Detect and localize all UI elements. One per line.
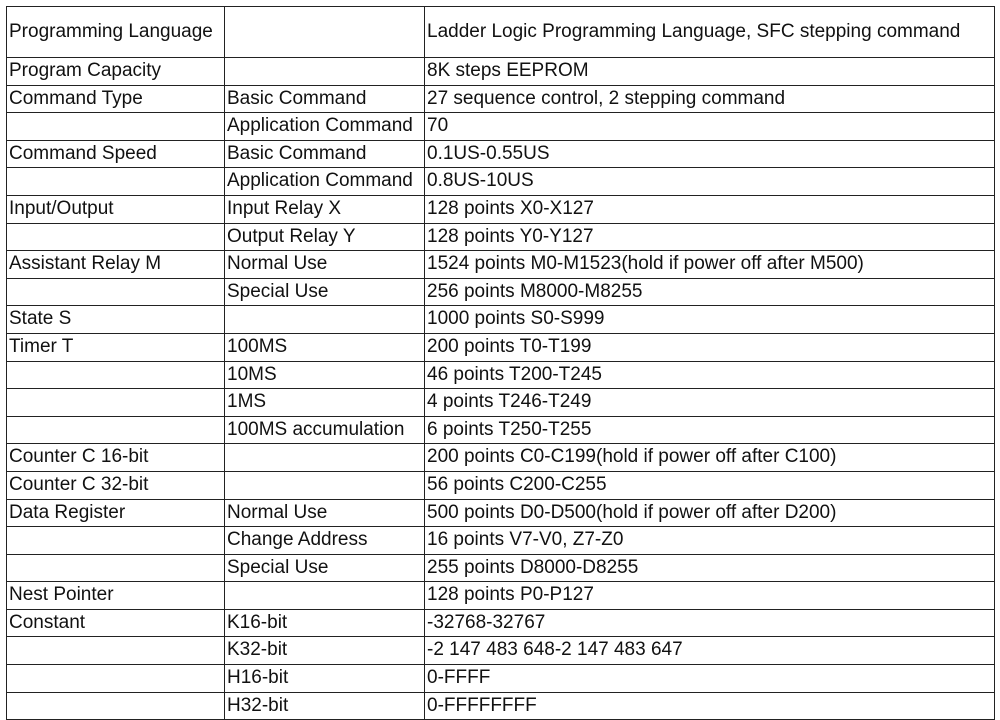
row-sub-cell: 10MS bbox=[225, 361, 425, 389]
row-value-cell: 4 points T246-T249 bbox=[425, 389, 995, 417]
row-sub-cell: 100MS bbox=[225, 333, 425, 361]
row-label-cell: State S bbox=[7, 306, 225, 334]
table-row bbox=[7, 195, 995, 223]
row-value-cell: 8K steps EEPROM bbox=[425, 58, 995, 86]
row-sub-cell: Output Relay Y bbox=[225, 223, 425, 251]
table-row bbox=[7, 306, 995, 334]
row-sub-cell: Special Use bbox=[225, 278, 425, 306]
table-row bbox=[7, 58, 995, 86]
table-row bbox=[7, 223, 995, 251]
row-value-cell: 16 points V7-V0, Z7-Z0 bbox=[425, 527, 995, 555]
header-value-cell: Ladder Logic Programming Language, SFC stepping command bbox=[425, 7, 995, 58]
row-label-cell bbox=[7, 637, 225, 665]
row-label-cell bbox=[7, 113, 225, 141]
row-label-cell bbox=[7, 278, 225, 306]
table-row bbox=[7, 692, 995, 720]
table-row bbox=[7, 85, 995, 113]
row-label-cell bbox=[7, 527, 225, 555]
row-value-cell: 500 points D0-D500(hold if power off after D200) bbox=[425, 499, 995, 527]
row-sub-cell: Basic Command bbox=[225, 140, 425, 168]
row-sub-cell: H32-bit bbox=[225, 692, 425, 720]
table-row bbox=[7, 554, 995, 582]
row-label-cell bbox=[7, 389, 225, 417]
row-label-cell: Timer T bbox=[7, 333, 225, 361]
table-row bbox=[7, 113, 995, 141]
row-value-cell: 1524 points M0-M1523(hold if power off after M500) bbox=[425, 251, 995, 279]
row-value-cell: 200 points C0-C199(hold if power off after C100) bbox=[425, 444, 995, 472]
row-label-cell bbox=[7, 692, 225, 720]
row-label-cell: Command Type bbox=[7, 85, 225, 113]
row-label-cell bbox=[7, 361, 225, 389]
row-label-cell: Nest Pointer bbox=[7, 582, 225, 610]
row-value-cell: 0.8US-10US bbox=[425, 168, 995, 196]
row-label-cell: Constant bbox=[7, 609, 225, 637]
row-sub-cell bbox=[225, 444, 425, 472]
row-label-cell: Input/Output bbox=[7, 195, 225, 223]
row-label-cell: Counter C 16-bit bbox=[7, 444, 225, 472]
row-value-cell: 1000 points S0-S999 bbox=[425, 306, 995, 334]
row-value-cell: -32768-32767 bbox=[425, 609, 995, 637]
row-label-cell bbox=[7, 665, 225, 693]
row-value-cell: 128 points P0-P127 bbox=[425, 582, 995, 610]
table-row bbox=[7, 471, 995, 499]
table-header-row bbox=[7, 7, 995, 58]
row-value-cell: 46 points T200-T245 bbox=[425, 361, 995, 389]
row-label-cell: Counter C 32-bit bbox=[7, 471, 225, 499]
spec-table-body bbox=[7, 7, 995, 720]
table-row bbox=[7, 499, 995, 527]
table-row bbox=[7, 361, 995, 389]
row-value-cell: 255 points D8000-D8255 bbox=[425, 554, 995, 582]
row-sub-cell: Change Address bbox=[225, 527, 425, 555]
row-sub-cell: K16-bit bbox=[225, 609, 425, 637]
row-sub-cell: 100MS accumulation bbox=[225, 416, 425, 444]
row-sub-cell bbox=[225, 582, 425, 610]
row-sub-cell: Basic Command bbox=[225, 85, 425, 113]
row-label-cell: Command Speed bbox=[7, 140, 225, 168]
row-label-cell bbox=[7, 168, 225, 196]
row-value-cell: 128 points Y0-Y127 bbox=[425, 223, 995, 251]
row-sub-cell: Application Command bbox=[225, 113, 425, 141]
row-value-cell: 56 points C200-C255 bbox=[425, 471, 995, 499]
table-row bbox=[7, 251, 995, 279]
row-value-cell: -2 147 483 648-2 147 483 647 bbox=[425, 637, 995, 665]
row-sub-cell: Special Use bbox=[225, 554, 425, 582]
row-label-cell: Assistant Relay M bbox=[7, 251, 225, 279]
table-row bbox=[7, 527, 995, 555]
row-value-cell: 0-FFFF bbox=[425, 665, 995, 693]
row-sub-cell: Normal Use bbox=[225, 499, 425, 527]
row-label-cell: Program Capacity bbox=[7, 58, 225, 86]
table-row bbox=[7, 665, 995, 693]
table-row bbox=[7, 444, 995, 472]
row-value-cell: 200 points T0-T199 bbox=[425, 333, 995, 361]
table-row bbox=[7, 637, 995, 665]
table-row bbox=[7, 416, 995, 444]
row-label-cell bbox=[7, 223, 225, 251]
row-value-cell: 256 points M8000-M8255 bbox=[425, 278, 995, 306]
row-label-cell bbox=[7, 416, 225, 444]
table-row bbox=[7, 333, 995, 361]
row-sub-cell: K32-bit bbox=[225, 637, 425, 665]
header-sub-cell bbox=[225, 7, 425, 58]
row-value-cell: 0-FFFFFFFF bbox=[425, 692, 995, 720]
row-value-cell: 6 points T250-T255 bbox=[425, 416, 995, 444]
row-sub-cell bbox=[225, 471, 425, 499]
row-value-cell: 27 sequence control, 2 stepping command bbox=[425, 85, 995, 113]
spec-table bbox=[6, 6, 995, 720]
row-sub-cell bbox=[225, 306, 425, 334]
row-sub-cell bbox=[225, 58, 425, 86]
row-value-cell: 0.1US-0.55US bbox=[425, 140, 995, 168]
row-sub-cell: H16-bit bbox=[225, 665, 425, 693]
table-row bbox=[7, 168, 995, 196]
row-value-cell: 70 bbox=[425, 113, 995, 141]
table-row bbox=[7, 278, 995, 306]
table-row bbox=[7, 140, 995, 168]
row-sub-cell: Application Command bbox=[225, 168, 425, 196]
header-label-cell: Programming Language bbox=[7, 7, 225, 58]
row-value-cell: 128 points X0-X127 bbox=[425, 195, 995, 223]
row-sub-cell: Normal Use bbox=[225, 251, 425, 279]
row-label-cell: Data Register bbox=[7, 499, 225, 527]
table-row bbox=[7, 609, 995, 637]
table-row bbox=[7, 582, 995, 610]
table-row bbox=[7, 389, 995, 417]
row-label-cell bbox=[7, 554, 225, 582]
row-sub-cell: Input Relay X bbox=[225, 195, 425, 223]
row-sub-cell: 1MS bbox=[225, 389, 425, 417]
